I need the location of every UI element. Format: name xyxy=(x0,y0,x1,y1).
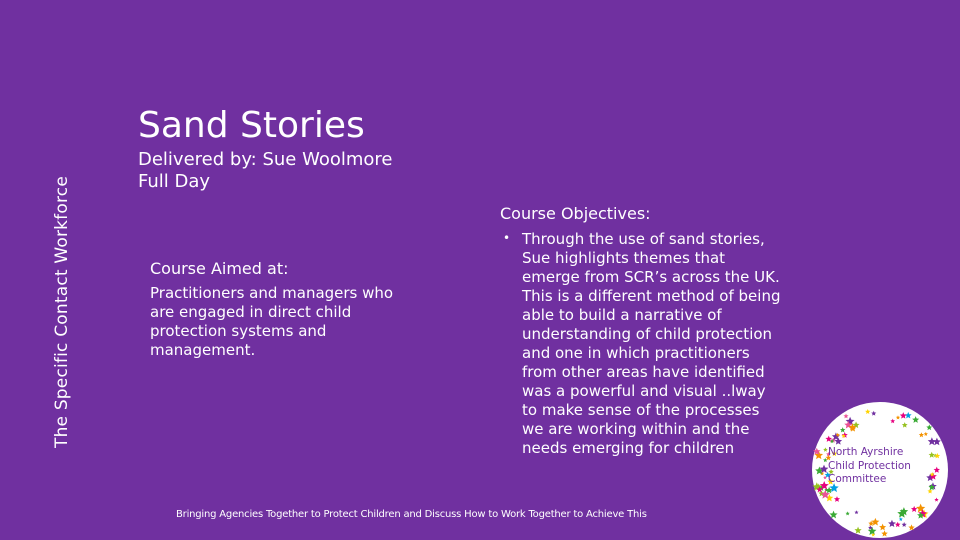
course-objectives-section xyxy=(500,204,800,458)
aimed-heading: Course Aimed at: xyxy=(150,259,289,278)
logo-line-3: Committee xyxy=(828,473,887,485)
delivered-by-text: Delivered by: Sue Woolmore xyxy=(138,149,393,170)
committee-logo xyxy=(810,400,950,540)
course-info xyxy=(138,149,392,193)
objective-item xyxy=(500,230,784,458)
duration-text: Full Day xyxy=(138,171,211,192)
objectives-list xyxy=(500,230,800,458)
side-label: The Specific Contact Workforce xyxy=(52,176,72,448)
logo-line-1: North Ayrshire xyxy=(828,446,904,458)
bullet-icon: • xyxy=(503,231,511,245)
objective-text: Through the use of sand stories, Sue highlights themes that emerge from SCR’s across the UK. This is a different method of being able to build a narrative of understanding of child protection and one in which practitioners from other areas have identified was a powerful and visual ..lway to make sense of the processes we are working within and the needs emerging for children xyxy=(522,230,781,457)
aimed-body: Practitioners and managers who are engaged in direct child protection systems and management. xyxy=(150,284,394,359)
logo-line-2: Child Protection xyxy=(828,459,911,472)
course-aimed-section xyxy=(150,259,410,360)
page-title: Sand Stories xyxy=(138,105,365,146)
footer-tagline: Bringing Agencies Together to Protect Children and Discuss How to Work Together to Achieve This xyxy=(176,509,647,520)
objectives-heading: Course Objectives: xyxy=(500,204,651,223)
logo-text xyxy=(828,446,938,487)
